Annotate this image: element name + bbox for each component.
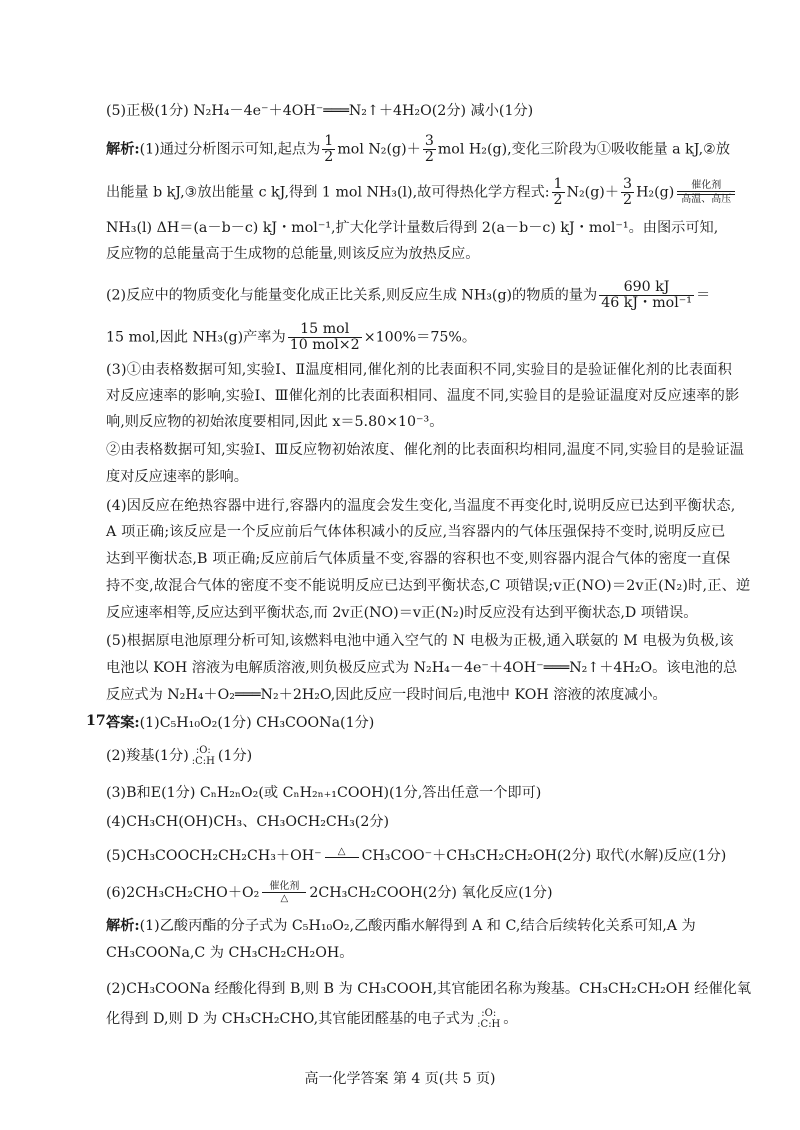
analysis-4-line5: 反应速率相等,反应达到平衡状态,而 2v正(NO)＝v正(N₂)时反应没有达到平衡状态,D 项错误。 [106, 605, 698, 621]
electron-formula: :O: :C:H [191, 745, 215, 767]
answer-17-6: (6)2CH₃CH₂CHO＋O₂ 催化剂 △ 2CH₃CH₂COOH(2分) 氧化反应(1分) [106, 881, 553, 904]
answer-17-2: (2)羧基(1分) :O: :C:H (1分) [106, 745, 253, 767]
analysis-3-line1: (3)①由表格数据可知,实验Ⅰ、Ⅱ温度相同,催化剂的比表面积不同,实验目的是验证催化剂的比表面积 [106, 362, 732, 378]
analysis-4-line4: 持不变,故混合气体的密度不变不能说明反应已达到平衡状态,C 项错误;v正(NO)＝2v正(N₂)时,正、逆 [106, 578, 751, 594]
analysis-1-line1: 解析:(1)通过分析图示可知,起点为 $\frac{1}{2}$ mol N₂(g)＋ $\frac{3}{2}$ mol H₂(g),变化三阶段为①吸收能量 a kJ,②放 [106, 133, 731, 165]
analysis-label: 解析: [106, 141, 140, 158]
reaction-arrow: 催化剂 △ [262, 882, 306, 904]
answer-16-5: (5)正极(1分) N₂H₄－4e⁻＋4OH⁻═══N₂↑＋4H₂O(2分) 减小(1分) [106, 103, 534, 119]
analysis-1-line2: 出能量 b kJ,③放出能量 c kJ,得到 1 mol NH₃(l),故可得热化学方程式: $\frac{1}{2}$ N₂(g)＋ $\frac{3}{2}$ H₂(g) 催化剂 高温、高压 [106, 177, 738, 208]
analysis-17-line1: 解析:(1)乙酸丙酯的分子式为 C₅H₁₀O₂,乙酸丙酯水解得到 A 和 C,结合后续转化关系可知,A 为 [106, 918, 696, 934]
analysis-17-line3: (2)CH₃COONa 经酸化得到 B,则 B 为 CH₃COOH,其官能团名称为羧基。CH₃CH₂CH₂OH 经催化氧 [106, 981, 752, 997]
fraction: $\frac{3}{2}$ [424, 133, 434, 165]
page-footer: 高一化学答案 第 4 页(共 5 页) [304, 1071, 496, 1087]
answer-17-3: (3)B和E(1分) CₙH₂ₙO₂(或 CₙH₂ₙ₊₁COOH)(1分,答出任意一个即可) [106, 785, 542, 801]
analysis-4-line2: A 项正确;该反应是一个反应前后气体体积减小的反应,当容器内的气体压强保持不变时,说明反应已 [106, 524, 726, 540]
analysis-4-line3: 达到平衡状态,B 项正确;反应前后气体质量不变,容器的容积也不变,则容器内混合气体的密度一直保 [106, 551, 731, 567]
analysis-3-line4: ②由表格数据可知,实验Ⅰ、Ⅲ反应物初始浓度、催化剂的比表面积均相同,温度不同,实验目的是验证温 [106, 442, 745, 458]
analysis-2-line1: (2)反应中的物质变化与能量变化成正比关系,则反应生成 NH₃(g)的物质的量为 $\frac{690 kJ}{\text{46 kJ・mol⁻¹}}$ ＝ [106, 279, 711, 311]
analysis-1-line3: NH₃(l) ΔH＝(a－b－c) kJ・mol⁻¹,扩大化学计量数后得到 2(a－b－c) kJ・mol⁻¹。由图示可知, [106, 220, 719, 236]
electron-formula: :O: :C:H [477, 1008, 501, 1030]
answer-17-1: 答案:(1)C₅H₁₀O₂(1分) CH₃COONa(1分) [106, 715, 375, 731]
analysis-17-line2: CH₃COONa,C 为 CH₃CH₂CH₂OH。 [106, 945, 354, 961]
analysis-3-line5: 度对反应速率的影响。 [106, 469, 248, 485]
analysis-1-line4: 反应物的总能量高于生成物的总能量,则该反应为放热反应。 [106, 246, 480, 262]
analysis-5-line2: 电池以 KOH 溶液为电解质溶液,则负极反应式为 N₂H₄－4e⁻＋4OH⁻═══N₂↑＋4H₂O。该电池的总 [106, 660, 738, 676]
fraction: $\frac{690 kJ}{\text{46 kJ・mol⁻¹}}$ [601, 279, 692, 311]
analysis-label: 解析: [106, 918, 140, 934]
analysis-3-line2: 对反应速率的影响,实验Ⅰ、Ⅲ催化剂的比表面积相同、温度不同,实验目的是验证温度对反应速率的影 [106, 388, 740, 404]
analysis-17-line4: 化得到 D,则 D 为 CH₃CH₂CHO,其官能团醛基的电子式为 :O: :C:H 。 [106, 1008, 518, 1030]
fraction: $\frac{3}{2}$ [623, 176, 633, 208]
fraction: $\frac{\text{15 mol}}{\text{10 mol×2}}$ [289, 321, 360, 353]
answer-17-4: (4)CH₃CH(OH)CH₃、CH₃OCH₂CH₃(2分) [106, 814, 390, 830]
reaction-arrow: △ [325, 847, 359, 866]
analysis-3-line3: 响,则反应物的初始浓度要相同,因此 x＝5.80×10⁻³。 [106, 414, 444, 430]
answer-17-5: (5)CH₃COOCH₂CH₂CH₃＋OH⁻ △ CH₃COO⁻＋CH₃CH₂CH₂OH(2分) 取代(水解)反应(1分) [106, 845, 727, 864]
question-number-17: 17. [86, 713, 111, 729]
analysis-4-line1: (4)因反应在绝热容器中进行,容器内的温度会发生变化,当温度不再变化时,说明反应已达到平衡状态, [106, 498, 736, 514]
reversible-arrow: 催化剂 高温、高压 [677, 181, 735, 205]
analysis-2-line2: 15 mol,因此 NH₃(g)产率为 $\frac{\text{15 mol}}{\text{10 mol×2}}$ ×100%＝75%。 [106, 321, 477, 353]
answer-label: 答案: [106, 715, 140, 731]
analysis-5-line1: (5)根据原电池原理分析可知,该燃料电池中通入空气的 N 电极为正极,通入联氨的 M 电极为负极,该 [106, 633, 734, 649]
fraction: $\frac{1}{2}$ [324, 133, 334, 165]
analysis-5-line3: 反应式为 N₂H₄＋O₂═══N₂＋2H₂O,因此反应一段时间后,电池中 KOH 溶液的浓度减小。 [106, 687, 667, 703]
fraction: $\frac{1}{2}$ [553, 176, 563, 208]
